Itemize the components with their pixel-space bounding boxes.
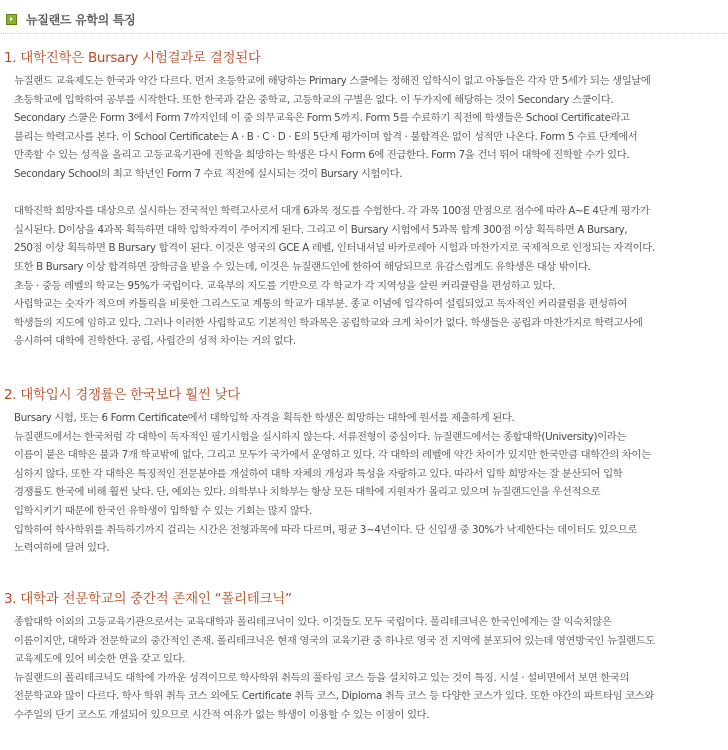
paragraph-gap [14,184,728,203]
page-title: 뉴질랜드 유학의 특징 [26,12,136,27]
bullet-arrow-icon [6,14,17,25]
text-line: 이름이지만, 대학과 전문학교의 중간적인 존재. 폴리테크닉은 현재 영국의 교육기관 중 하나로 영국 전 지역에 분포되어 있는데 영연방국인 뉴질랜드도 [14,634,655,647]
section-competition-rate [0,386,728,558]
text-line: 실시된다. D이상을 4과목 획득하면 대학 입학자격이 주어지게 된다. 그리고 이 Bursary 시험에서 5과목 합계 300점 이상 획득하면 A Bursary, [14,223,628,236]
section-title: 3. 대학과 전문학교의 중간적 존재인 “폴리테크닉” [4,591,292,607]
text-line: 이름이 붙은 대학은 불과 7개 학교밖에 없다. 그리고 모두가 국가에서 운영하고 있다. 각 대학의 레벨에 약간 차이가 있지만 한국만큼 대학간의 차이는 [14,449,651,462]
section-university-admission [0,49,728,351]
text-line: 전문학교와 많이 다르다. 학사 학위 취득 코스 외에도 Certificate 취득 코스, Diploma 취득 코스 등 다양한 코스가 있다. 또한 야간의 파트타임 코스와 [14,690,655,703]
section-body [0,72,728,351]
section-title: 1. 대학진학은 Bursary 시험결과로 결정된다 [4,50,261,66]
text-line: 뉴질랜드 교육제도는 한국과 약간 다르다. 먼저 초등학교에 해당하는 Primary 스쿨에는 정해진 입학식이 없고 아동들은 각자 만 5세가 되는 생일날에 [14,75,651,87]
text-line: 응시하여 대학에 진학한다. 공립, 사립간의 성적 차이는 거의 없다. [14,335,296,348]
text-line: 입학시키기 때문에 한국인 유학생이 입학할 수 있는 기회는 많지 않다. [14,504,312,517]
text-line: 대학진학 희망자를 대상으로 실시하는 전국적인 학력고사로서 대개 6과목 정도를 수험한다. 각 과목 100점 만점으로 점수에 따라 A~E 4단계 평가가 [14,205,650,218]
text-line: 교육제도에 있어 비슷한 면을 갖고 있다. [14,653,186,666]
text-line: Secondary School의 최고 학년인 Form 7 수료 직전에 실시되는 것이 Bursary 시험이다. [14,167,403,180]
text-line: 종합대학 이외의 고등교육기관으로서는 교육대학과 폴리테크닉이 있다. 이것들도 모두 국립이다. 폴리테크닉은 한국인에게는 잘 익숙치않은 [14,616,612,628]
text-line: 입학하여 학사학위를 취득하기까지 걸리는 시간은 전형과목에 따라 다르며, 평균 3~4년이다. 단 신입생 중 30%가 낙제한다는 데이터도 있으므로 [14,523,637,536]
text-line: 심하지 않다. 또한 각 대학은 특징적인 전문분야를 개설하여 대학 자체의 개성과 특성을 자랑하고 있다. 따라서 입학 희망자는 잘 분산되어 입학 [14,467,623,480]
text-line: 초등학교에 입학하여 공부를 시작한다. 또한 한국과 같은 중학교, 고등학교의 구별은 없다. 이 두가지에 해당하는 것이 Secondary 스쿨이다. [14,93,614,106]
text-line: 수주일의 단기 코스도 개설되어 있으므로 시간적 여유가 없는 학생이 이용할 수 있는 이점이 있다. [14,708,430,721]
header-divider [0,33,728,34]
section-body [0,613,728,725]
page-header [6,10,135,28]
text-line: 학생들의 지도에 임하고 있다. 그러나 이러한 사립학교도 기본적인 학과목은 공립학교와 크게 차이가 없다. 학생들은 공립과 마찬가지로 학력고사에 [14,316,643,329]
text-line: 뉴질랜드에서는 한국처럼 각 대학이 독자적인 필기시험을 실시하지 않는다. 서류전형이 중심이다. 뉴질랜드에서는 종합대학(University)이라는 [14,430,627,443]
section-polytechnic [0,590,728,725]
section-title: 2. 대학입시 경쟁률은 한국보다 훨씬 낮다 [4,387,241,403]
text-line: 불리는 학력고사를 본다. 이 School Certificate는 A · B · C · D · E의 5단계 평가이며 합격 · 불합격은 없이 성적만 나온다. Form 5 수료 단계에서 [14,130,638,143]
text-line: 또한 B Bursary 이상 합격하면 장학금을 받을 수 있는데, 이것은 뉴질랜드인에 한하여 해당되므로 유감스럽게도 유학생은 대상 밖이다. [14,260,591,273]
text-line: Secondary 스쿨은 Form 3에서 Form 7까지인데 이 중 의무교육은 Form 5까지. Form 5를 수료하기 직전에 학생들은 School Certificate라고 [14,112,630,125]
text-line: 만족할 수 있는 성적을 올리고 고등교육기관에 진학을 희망하는 학생은 다시 Form 6에 진급한다. Form 7을 건너 뛰어 대학에 진학할 수가 있다. [14,149,630,162]
text-line: Bursary 시험, 또는 6 Form Certificate에서 대학입학 자격을 획득한 학생은 희망하는 대학에 원서를 제출하게 된다. [14,412,515,424]
text-line: 경쟁률도 한국에 비해 훨씬 낮다. 단, 예외는 있다. 의학부나 치학부는 항상 모든 대학에 지원자가 몰리고 있으며 뉴질랜드인을 우선적으로 [14,486,601,499]
text-line: 뉴질랜드의 폴리테크닉도 대학에 가까운 성격이므로 학사학위 취득의 풀타임 코스 등을 설치하고 있는 것이 특징. 시설 · 설비면에서 보면 한국의 [14,671,630,684]
text-line: 초등 · 중등 레벨의 학교는 95%가 국립이다. 교육부의 지도를 기반으로 각 학교가 각 지역성을 살린 커리큘럼을 편성하고 있다. [14,279,555,292]
section-body [0,409,728,558]
text-line: 노력여하에 달려 있다. [14,542,110,555]
text-line: 사립학교는 숫자가 적으며 카톨릭을 비롯한 그리스도교 계통의 학교가 대부분. 종교 이념에 입각하여 설립되었고 독자적인 커리큘럼을 편성하여 [14,298,627,311]
text-line: 250점 이상 획득하면 B Bursary 합격이 된다. 이것은 영국의 GCE A 레벨, 인터내셔널 바카로레아 시험과 마찬가지로 국제적으로 인정되는 자격이다. [14,242,655,255]
